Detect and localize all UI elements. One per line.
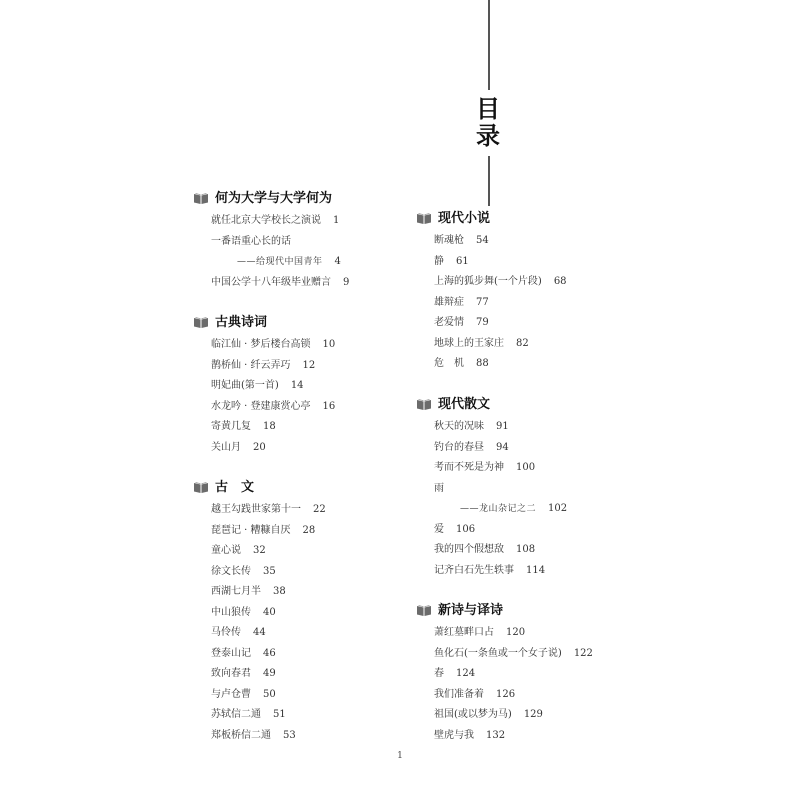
entry-title: 琵琶记 · 糟糠自厌 bbox=[211, 524, 291, 536]
entry-title: 水龙吟 · 登建康赏心亭 bbox=[211, 400, 311, 412]
entry-title: 地球上的王家庄 bbox=[434, 337, 504, 349]
toc-entry[interactable] bbox=[211, 541, 326, 562]
entry-page-number: 82 bbox=[516, 337, 529, 349]
entry-title: 童心说 bbox=[211, 545, 241, 556]
entry-title: 我们准备着 bbox=[434, 688, 484, 700]
section-title: 现代小说 bbox=[438, 210, 491, 226]
entry-page-number: 124 bbox=[456, 668, 476, 679]
title-char: 目 bbox=[476, 95, 500, 123]
entry-page-number: 14 bbox=[290, 380, 304, 391]
entry-page-number: 120 bbox=[506, 627, 526, 638]
entry-title: 上海的狐步舞(一个片段) bbox=[434, 276, 542, 287]
entry-page-number: 91 bbox=[496, 421, 509, 432]
entry-page-number: 94 bbox=[496, 441, 509, 453]
toc-entry[interactable] bbox=[211, 273, 349, 294]
entry-title: 寄黄几复 bbox=[211, 421, 251, 432]
toc-entry[interactable] bbox=[434, 664, 593, 685]
section-title: 古典诗词 bbox=[215, 314, 268, 330]
entry-page-number: 20 bbox=[253, 441, 266, 453]
toc-entry[interactable] bbox=[211, 521, 326, 542]
entry-page-number: 22 bbox=[313, 504, 326, 515]
entry-page-number: 18 bbox=[263, 421, 276, 432]
toc-entry[interactable] bbox=[434, 438, 567, 459]
toc-entry[interactable] bbox=[434, 644, 593, 665]
entry-page-number: 102 bbox=[548, 503, 568, 514]
entry-page-number: 50 bbox=[263, 688, 276, 700]
section-title: 古 文 bbox=[215, 479, 255, 495]
entry-page-number: 88 bbox=[476, 358, 489, 369]
toc-entry[interactable] bbox=[434, 499, 567, 520]
entry-page-number: 35 bbox=[263, 565, 276, 577]
entry-title: 钓台的春昼 bbox=[434, 441, 484, 453]
toc-section bbox=[416, 391, 567, 581]
entry-page-number: 68 bbox=[553, 276, 567, 287]
entry-title: 登泰山记 bbox=[211, 647, 251, 659]
title-char: 录 bbox=[476, 122, 500, 150]
entry-title: 春 bbox=[434, 668, 444, 679]
section-heading bbox=[193, 185, 349, 207]
section-heading bbox=[416, 205, 567, 227]
toc-entry[interactable] bbox=[211, 376, 335, 397]
toc-entry[interactable] bbox=[211, 705, 326, 726]
entry-title: 静 bbox=[434, 255, 444, 267]
entry-title: 鱼化石(一条鱼或一个女子说) bbox=[434, 647, 562, 659]
toc-entry[interactable] bbox=[211, 603, 326, 624]
toc-entry[interactable] bbox=[211, 356, 335, 377]
toc-entry[interactable] bbox=[211, 562, 326, 583]
entry-title: 明妃曲(第一首) bbox=[211, 380, 279, 391]
toc-entry[interactable] bbox=[434, 726, 593, 747]
toc-entry[interactable] bbox=[211, 417, 335, 438]
open-book-icon bbox=[193, 190, 209, 203]
open-book-icon bbox=[416, 210, 432, 223]
entry-page-number: 40 bbox=[263, 606, 276, 618]
entry-title: 中国公学十八年级毕业赠言 bbox=[211, 276, 331, 288]
entry-page-number: 1 bbox=[333, 215, 340, 226]
entry-title: 越王勾践世家第十一 bbox=[211, 504, 301, 515]
entry-title: 祖国(或以梦为马) bbox=[434, 709, 512, 720]
toc-section bbox=[416, 597, 593, 746]
toc-entry[interactable] bbox=[434, 272, 567, 293]
entry-page-number: 77 bbox=[476, 296, 489, 308]
entry-page-number: 9 bbox=[343, 276, 350, 288]
toc-entry[interactable] bbox=[434, 561, 567, 582]
section-heading bbox=[416, 597, 593, 619]
section-title: 何为大学与大学何为 bbox=[215, 190, 333, 206]
toc-entry[interactable] bbox=[434, 293, 567, 314]
toc-entry[interactable] bbox=[434, 417, 567, 438]
entry-page-number: 114 bbox=[526, 564, 546, 576]
section-title: 新诗与译诗 bbox=[438, 602, 504, 618]
entry-title: 西湖七月半 bbox=[211, 586, 261, 597]
entry-title: 考而不死是为神 bbox=[434, 462, 504, 473]
entry-list bbox=[416, 623, 593, 746]
entry-title: 关山月 bbox=[211, 441, 241, 453]
toc-section bbox=[193, 309, 335, 458]
entry-list bbox=[416, 231, 567, 375]
entry-page-number: 46 bbox=[263, 647, 276, 659]
toc-entry[interactable] bbox=[434, 540, 567, 561]
entry-page-number: 10 bbox=[322, 339, 336, 350]
toc-entry[interactable] bbox=[211, 500, 326, 521]
entry-page-number: 54 bbox=[476, 235, 489, 246]
toc-entry[interactable] bbox=[211, 623, 326, 644]
open-book-icon bbox=[416, 602, 432, 615]
entry-title: 一番语重心长的话 bbox=[211, 235, 291, 247]
entry-page-number: 106 bbox=[456, 523, 476, 535]
toc-entry[interactable] bbox=[434, 231, 567, 252]
entry-title: 危 机 bbox=[434, 358, 464, 369]
entry-title: 我的四个假想敌 bbox=[434, 544, 504, 555]
entry-title: 鹊桥仙 · 纤云弄巧 bbox=[211, 359, 291, 371]
entry-title: 与卢仓曹 bbox=[211, 688, 251, 700]
toc-entry[interactable] bbox=[211, 438, 335, 459]
toc-section bbox=[193, 185, 349, 293]
toc-entry[interactable] bbox=[211, 232, 349, 253]
entry-page-number: 122 bbox=[573, 647, 593, 659]
entry-title: 壁虎与我 bbox=[434, 729, 474, 741]
page-title bbox=[462, 96, 514, 150]
entry-title: 郑板桥信二通 bbox=[211, 729, 271, 741]
decorative-rule-top bbox=[488, 0, 490, 90]
toc-entry[interactable] bbox=[211, 664, 326, 685]
entry-title: 断魂枪 bbox=[434, 235, 464, 246]
entry-page-number: 51 bbox=[273, 709, 286, 720]
open-book-icon bbox=[193, 314, 209, 327]
entry-title: 雨 bbox=[434, 482, 444, 494]
toc-entry[interactable] bbox=[434, 458, 567, 479]
entry-list bbox=[193, 500, 326, 746]
entry-page-number: 49 bbox=[263, 668, 276, 679]
page-number: 1 bbox=[397, 751, 403, 761]
entry-page-number: 100 bbox=[516, 462, 536, 473]
toc-entry[interactable] bbox=[434, 313, 567, 334]
toc-entry[interactable] bbox=[211, 726, 326, 747]
entry-title: 雄辩症 bbox=[434, 296, 464, 308]
decorative-rule-bottom bbox=[488, 156, 490, 206]
toc-entry[interactable] bbox=[434, 479, 567, 500]
entry-list bbox=[193, 335, 335, 458]
entry-page-number: 79 bbox=[476, 317, 489, 328]
entry-page-number: 44 bbox=[253, 627, 266, 638]
toc-entry[interactable] bbox=[434, 520, 567, 541]
toc-entry[interactable] bbox=[211, 335, 335, 356]
entry-page-number: 132 bbox=[486, 729, 506, 741]
section-heading bbox=[193, 474, 326, 496]
entry-page-number: 28 bbox=[302, 524, 316, 536]
section-heading bbox=[193, 309, 335, 331]
entry-page-number: 38 bbox=[273, 586, 286, 597]
entry-page-number: 4 bbox=[334, 256, 341, 267]
toc-entry[interactable] bbox=[434, 685, 593, 706]
toc-entry[interactable] bbox=[434, 705, 593, 726]
entry-title: 徐文长传 bbox=[211, 565, 251, 577]
entry-title: 马伶传 bbox=[211, 627, 241, 638]
entry-page-number: 53 bbox=[283, 729, 296, 741]
entry-title: 老爱情 bbox=[434, 317, 464, 328]
entry-page-number: 126 bbox=[496, 688, 516, 700]
entry-title: 临江仙 · 梦后楼台高锁 bbox=[211, 339, 311, 350]
toc-entry[interactable] bbox=[211, 685, 326, 706]
toc-entry[interactable] bbox=[434, 252, 567, 273]
section-heading bbox=[416, 391, 567, 413]
entry-title: 爱 bbox=[434, 523, 444, 535]
entry-title: ——给现代中国青年 bbox=[237, 257, 323, 267]
entry-title: 萧红墓畔口占 bbox=[434, 627, 494, 638]
toc-entry[interactable] bbox=[434, 334, 567, 355]
open-book-icon bbox=[416, 396, 432, 409]
entry-title: 记齐白石先生轶事 bbox=[434, 564, 514, 576]
toc-entry[interactable] bbox=[211, 211, 349, 232]
entry-page-number: 108 bbox=[516, 544, 536, 555]
toc-section bbox=[416, 205, 567, 375]
entry-page-number: 12 bbox=[302, 359, 316, 371]
entry-title: 苏轼信二通 bbox=[211, 709, 261, 720]
entry-list bbox=[416, 417, 567, 581]
entry-title: ——龙山杂记之二 bbox=[460, 504, 537, 514]
toc-entry[interactable] bbox=[211, 252, 349, 273]
entry-title: 就任北京大学校长之演说 bbox=[211, 215, 321, 226]
entry-title: 中山狼传 bbox=[211, 606, 251, 618]
entry-list bbox=[193, 211, 349, 293]
open-book-icon bbox=[193, 479, 209, 492]
section-title: 现代散文 bbox=[438, 396, 491, 412]
entry-page-number: 61 bbox=[456, 255, 469, 267]
toc-entry[interactable] bbox=[211, 582, 326, 603]
entry-page-number: 129 bbox=[523, 709, 543, 720]
toc-entry[interactable] bbox=[211, 644, 326, 665]
entry-page-number: 32 bbox=[253, 545, 266, 556]
toc-entry[interactable] bbox=[434, 354, 567, 375]
entry-title: 致向春君 bbox=[211, 668, 251, 679]
entry-title: 秋天的况味 bbox=[434, 421, 484, 432]
toc-entry[interactable] bbox=[434, 623, 593, 644]
entry-page-number: 16 bbox=[322, 400, 336, 412]
toc-entry[interactable] bbox=[211, 397, 335, 418]
toc-section bbox=[193, 474, 326, 746]
